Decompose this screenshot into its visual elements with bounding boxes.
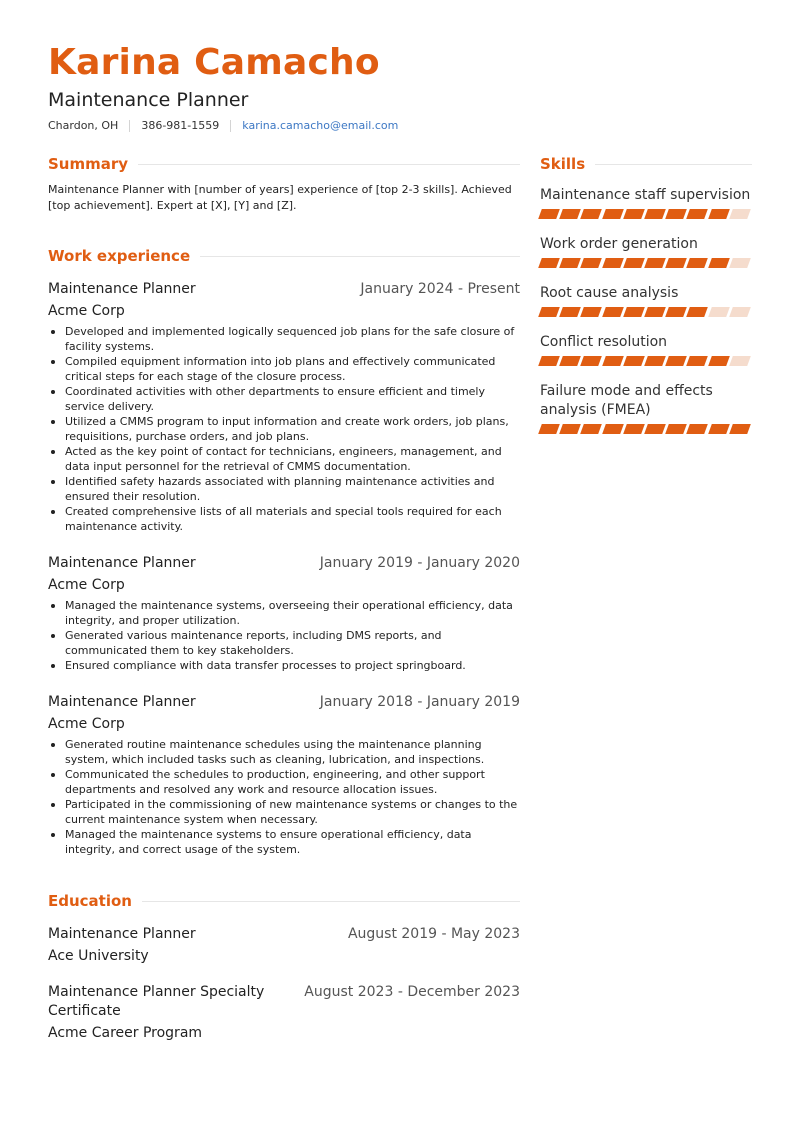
job-company: Acme Corp [48, 716, 125, 732]
skill-segment-empty [708, 307, 730, 317]
skill-item [540, 186, 752, 219]
skill-segment-filled [538, 356, 560, 366]
skill-segment-filled [623, 424, 645, 434]
skill-level-bar [540, 356, 752, 366]
contact-line [48, 119, 398, 133]
candidate-name: Karina Camacho [48, 42, 380, 83]
job-header-row [48, 693, 520, 712]
job-dates: January 2018 - January 2019 [319, 694, 520, 710]
job-bullet: Developed and implemented logically sequenced job plans for the safe closure of facility systems. [48, 324, 520, 354]
skill-segment-filled [581, 356, 603, 366]
skill-segment-empty [729, 209, 751, 219]
job-entry [48, 280, 520, 534]
section-divider [595, 164, 752, 165]
section-title: Education [48, 892, 132, 910]
skill-segment-filled [581, 424, 603, 434]
sidebar-column [540, 152, 752, 434]
skill-segment-filled [687, 258, 709, 268]
job-entry [48, 693, 520, 857]
section-divider [200, 256, 520, 257]
education-entry [48, 925, 520, 966]
skills-header [540, 152, 752, 176]
job-entry [48, 554, 520, 673]
skill-level-bar [540, 424, 752, 434]
skill-segment-filled [708, 356, 730, 366]
skill-segment-filled [538, 424, 560, 434]
job-header-row [48, 554, 520, 573]
skill-item [540, 382, 752, 434]
skill-segment-filled [687, 209, 709, 219]
school-name: Acme Career Program [48, 1025, 203, 1041]
job-bullet: Generated routine maintenance schedules using the maintenance planning system, which included tasks such as cleaning, lubrication, and inspections. [48, 737, 520, 767]
skill-segment-filled [602, 307, 624, 317]
skill-segment-filled [538, 307, 560, 317]
education-dates: August 2019 - May 2023 [347, 926, 520, 942]
skill-segment-filled [729, 424, 751, 434]
skill-segment-filled [665, 209, 687, 219]
job-bullets [48, 737, 520, 857]
job-bullet: Participated in the commissioning of new maintenance systems or changes to the current maintenance system when necessary. [48, 797, 520, 827]
skill-segment-filled [687, 424, 709, 434]
skill-segment-filled [665, 258, 687, 268]
job-bullets [48, 324, 520, 534]
job-title: Maintenance Planner [48, 555, 196, 571]
skill-name: Maintenance staff supervision [540, 187, 751, 203]
skill-segment-filled [644, 209, 666, 219]
skill-segment-filled [623, 307, 645, 317]
skill-segment-filled [644, 307, 666, 317]
skill-name: Failure mode and effects analysis (FMEA) [540, 383, 713, 418]
skill-level-bar [540, 209, 752, 219]
job-company: Acme Corp [48, 577, 125, 593]
job-bullet: Identified safety hazards associated with planning maintenance activities and ensured their resolution. [48, 474, 520, 504]
contact-separator [230, 120, 231, 132]
skill-segment-empty [729, 258, 751, 268]
section-divider [138, 164, 520, 165]
main-column [48, 152, 520, 1043]
skill-segment-filled [559, 209, 581, 219]
skill-level-bar [540, 258, 752, 268]
skill-segment-empty [729, 307, 751, 317]
job-title: Maintenance Planner [48, 694, 196, 710]
job-dates: January 2019 - January 2020 [319, 555, 520, 571]
degree-title: Maintenance Planner [48, 926, 196, 942]
skill-segment-filled [644, 258, 666, 268]
job-bullet: Created comprehensive lists of all materials and special tools required for each maintenance activity. [48, 504, 520, 534]
job-bullet: Managed the maintenance systems, overseeing their operational efficiency, data integrity, and proper utilization. [48, 598, 520, 628]
job-title: Maintenance Planner [48, 281, 196, 297]
skill-segment-filled [602, 424, 624, 434]
skill-item [540, 333, 752, 366]
skill-segment-filled [559, 356, 581, 366]
education-entry [48, 983, 520, 1043]
skill-name: Work order generation [540, 236, 698, 252]
skill-segment-filled [665, 356, 687, 366]
job-bullet: Acted as the key point of contact for technicians, engineers, management, and data input personnel for the retrieval of CMMS documentation. [48, 444, 520, 474]
job-dates: January 2024 - Present [360, 281, 520, 297]
job-bullet: Communicated the schedules to production, engineering, and other support departments and resolved any work and resource allocation issues. [48, 767, 520, 797]
skill-segment-filled [581, 209, 603, 219]
job-bullet: Ensured compliance with data transfer processes to project springboard. [48, 658, 520, 673]
skill-item [540, 284, 752, 317]
job-bullets [48, 598, 520, 673]
skill-segment-filled [623, 209, 645, 219]
education-section [48, 889, 520, 1043]
skill-segment-filled [559, 424, 581, 434]
school-name: Ace University [48, 948, 149, 964]
job-company: Acme Corp [48, 303, 125, 319]
skill-segment-filled [623, 356, 645, 366]
contact-separator [129, 120, 130, 132]
skill-segment-filled [559, 307, 581, 317]
skill-segment-filled [644, 356, 666, 366]
skill-item [540, 235, 752, 268]
section-title: Work experience [48, 247, 191, 265]
summary-text: Maintenance Planner with [number of years] experience of [top 2-3 skills]. Achieved [top achievement]. Expert at [X], [Y] and [Z]. [48, 183, 512, 212]
skill-segment-filled [602, 356, 624, 366]
job-bullet: Coordinated activities with other departments to ensure efficient and timely service delivery. [48, 384, 520, 414]
education-dates: August 2023 - December 2023 [304, 984, 520, 1000]
skill-segment-filled [665, 424, 687, 434]
degree-title: Maintenance Planner Specialty Certificate [48, 984, 265, 1019]
skill-name: Conflict resolution [540, 334, 668, 350]
skill-segment-filled [687, 307, 709, 317]
section-title: Summary [48, 155, 129, 173]
job-bullet: Compiled equipment information into job plans and effectively communicated critical steps for each stage of the closure process. [48, 354, 520, 384]
job-bullet: Managed the maintenance systems to ensure operational efficiency, data integrity, and correct usage of the system. [48, 827, 520, 857]
skill-segment-filled [538, 209, 560, 219]
skill-segment-filled [665, 307, 687, 317]
skill-segment-filled [559, 258, 581, 268]
skill-segment-empty [729, 356, 751, 366]
summary-section [48, 152, 520, 213]
skill-segment-filled [708, 424, 730, 434]
section-divider [142, 901, 520, 902]
skill-segment-filled [708, 209, 730, 219]
phone-text: 386-981-1559 [141, 119, 220, 132]
skill-segment-filled [581, 258, 603, 268]
job-bullet: Generated various maintenance reports, including DMS reports, and communicated them to key stakeholders. [48, 628, 520, 658]
email-link[interactable]: karina.camacho@email.com [242, 119, 399, 132]
skill-segment-filled [602, 258, 624, 268]
skill-segment-filled [602, 209, 624, 219]
job-header-row [48, 280, 520, 299]
education-header [48, 889, 520, 913]
skill-level-bar [540, 307, 752, 317]
education-header-row [48, 983, 520, 1021]
location-text: Chardon, OH [48, 119, 119, 132]
education-header-row [48, 925, 520, 944]
skill-segment-filled [644, 424, 666, 434]
summary-header [48, 152, 520, 176]
job-title-headline: Maintenance Planner [48, 89, 249, 111]
skill-segment-filled [687, 356, 709, 366]
skill-segment-filled [581, 307, 603, 317]
job-bullet: Utilized a CMMS program to input information and create work orders, job plans, requisitions, purchase orders, and job plans. [48, 414, 520, 444]
skill-segment-filled [538, 258, 560, 268]
section-title: Skills [540, 155, 586, 173]
skill-name: Root cause analysis [540, 285, 679, 301]
work-experience-section [48, 244, 520, 857]
skill-segment-filled [708, 258, 730, 268]
skill-segment-filled [623, 258, 645, 268]
work-experience-header [48, 244, 520, 268]
